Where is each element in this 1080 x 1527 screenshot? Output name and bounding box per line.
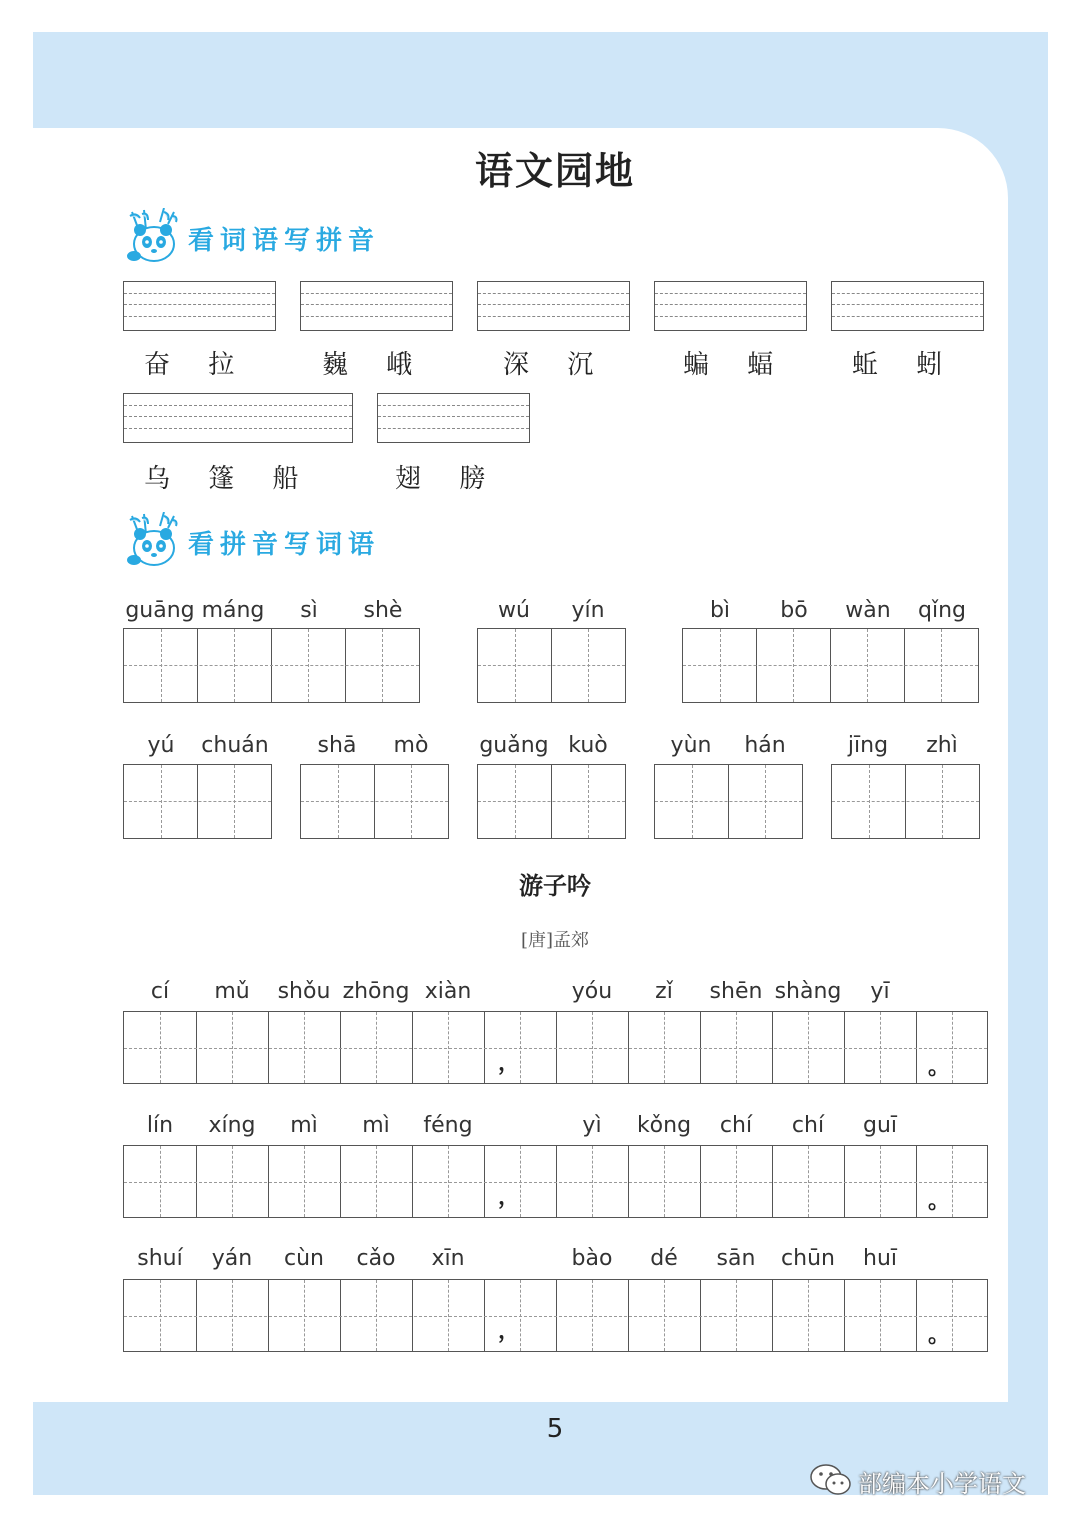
pinyin-label: kǒng	[636, 1113, 692, 1138]
pinyin-label: shè	[363, 598, 403, 623]
pinyin-label: yín	[571, 598, 605, 623]
pinyin-label: zhì	[926, 733, 958, 758]
pinyin-label: huī	[863, 1246, 897, 1271]
pinyin-label: yán	[211, 1246, 253, 1271]
pinyin-label: mǔ	[214, 979, 250, 1004]
pinyin-label: máng	[201, 598, 265, 623]
pinyin-label: wàn	[845, 598, 891, 623]
pinyin-label: wú	[498, 598, 530, 623]
page-number: 5	[546, 1414, 564, 1444]
poem-writing-grid[interactable]	[123, 1145, 988, 1218]
pinyin-answer-box[interactable]	[477, 281, 630, 331]
pinyin-label: sì	[300, 598, 318, 623]
page-title: 语文园地	[474, 148, 635, 193]
pinyin-label: zhōng	[342, 979, 410, 1004]
pinyin-label: shǒu	[277, 979, 331, 1004]
character-writing-grid[interactable]	[300, 764, 449, 839]
pinyin-label: chí	[719, 1113, 753, 1138]
poem-writing-grid[interactable]	[123, 1011, 988, 1084]
pinyin-label: yùn	[670, 733, 712, 758]
pinyin-label: hán	[744, 733, 786, 758]
pinyin-answer-box[interactable]	[300, 281, 453, 331]
pinyin-label: bō	[780, 598, 808, 623]
pinyin-label: cùn	[284, 1246, 324, 1271]
word-label: 翅 膀	[395, 464, 486, 494]
comma-mark: ，	[498, 1319, 521, 1344]
wechat-icon	[808, 1462, 854, 1498]
pinyin-label: cí	[150, 979, 170, 1004]
pinyin-label: chí	[791, 1113, 825, 1138]
character-writing-grid[interactable]	[477, 628, 626, 703]
poem-title: 游子吟	[519, 872, 591, 900]
pinyin-label: bì	[709, 598, 731, 623]
poem-author: [唐]孟郊	[520, 930, 590, 951]
pinyin-answer-box[interactable]	[654, 281, 807, 331]
pinyin-label: cǎo	[356, 1246, 396, 1271]
pinyin-label: shuí	[137, 1246, 183, 1271]
period-mark: 。	[928, 1189, 951, 1214]
character-writing-grid[interactable]	[831, 764, 980, 839]
pinyin-label: qǐng	[918, 598, 966, 623]
pinyin-answer-box[interactable]	[123, 281, 276, 331]
pinyin-label: sān	[716, 1246, 756, 1271]
pinyin-label: xiàn	[424, 979, 472, 1004]
character-writing-grid[interactable]	[123, 628, 420, 703]
pinyin-answer-box[interactable]	[831, 281, 984, 331]
pinyin-label: chūn	[781, 1246, 835, 1271]
pinyin-label: féng	[423, 1113, 473, 1138]
pinyin-label: mò	[393, 733, 429, 758]
pinyin-label: shā	[317, 733, 357, 758]
comma-mark: ，	[498, 1051, 521, 1076]
pinyin-label: shàng	[774, 979, 842, 1004]
pinyin-label: guāng	[125, 598, 195, 623]
panda-bamboo-icon	[124, 208, 184, 264]
section2-heading-label: 看拼音写词语	[188, 530, 381, 560]
pinyin-label: jīng	[847, 733, 889, 758]
pinyin-label: guī	[862, 1113, 898, 1138]
period-mark: 。	[928, 1323, 951, 1348]
word-label: 奋 拉	[144, 350, 235, 380]
word-label: 乌 篷 船	[144, 464, 299, 494]
word-label: 蚯 蚓	[852, 350, 943, 380]
pinyin-label: mì	[290, 1113, 318, 1138]
word-label: 蝙 蝠	[683, 350, 774, 380]
pinyin-label: lín	[146, 1113, 174, 1138]
comma-mark: ，	[498, 1185, 521, 1210]
pinyin-label: dé	[650, 1246, 678, 1271]
word-label: 巍 峨	[322, 350, 413, 380]
pinyin-label: mì	[362, 1113, 390, 1138]
pinyin-label: kuò	[568, 733, 608, 758]
pinyin-label: yóu	[571, 979, 613, 1004]
word-label: 深 沉	[503, 350, 594, 380]
character-writing-grid[interactable]	[477, 764, 626, 839]
pinyin-label: yì	[582, 1113, 602, 1138]
poem-writing-grid[interactable]	[123, 1279, 988, 1352]
pinyin-label: xīn	[431, 1246, 465, 1271]
section1-heading-label: 看词语写拼音	[188, 226, 381, 256]
watermark-text: 部编本小学语文	[858, 1470, 1026, 1498]
period-mark: 。	[928, 1055, 951, 1080]
pinyin-label: bào	[571, 1246, 613, 1271]
character-writing-grid[interactable]	[123, 764, 272, 839]
pinyin-label: xíng	[208, 1113, 256, 1138]
pinyin-answer-box[interactable]	[377, 393, 530, 443]
pinyin-label: yī	[870, 979, 890, 1004]
pinyin-answer-box[interactable]	[123, 393, 353, 443]
pinyin-label: zǐ	[655, 979, 673, 1004]
character-writing-grid[interactable]	[682, 628, 979, 703]
pinyin-label: yú	[147, 733, 175, 758]
pinyin-label: chuán	[201, 733, 269, 758]
pinyin-label: shēn	[709, 979, 763, 1004]
panda-bamboo-icon	[124, 512, 184, 568]
pinyin-label: guǎng	[479, 733, 549, 758]
character-writing-grid[interactable]	[654, 764, 803, 839]
